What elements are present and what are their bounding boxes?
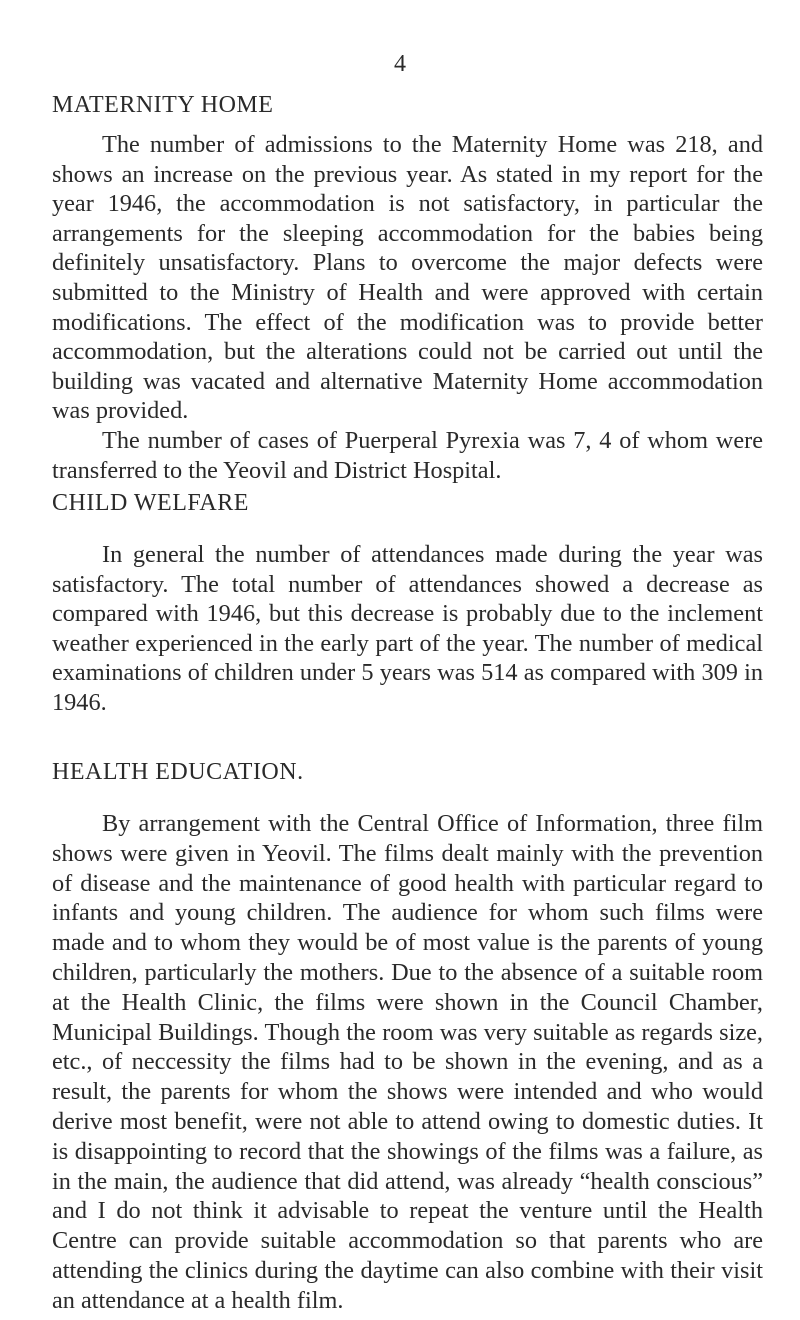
section-heading: HEALTH EDUCATION. [52,759,304,785]
paragraph: The number of admissions to the Maternity Home was 218, and shows an increase on the previous year. As stated in my report for the year 1946, the accommodation is not satisfactory, in particular the arrangements for the sleeping accommodation for the babies being definitely unsatisfactory. Plans to overcome the major defects were submitted to the Ministry of Health and were approved with certain modifications. The effect of the modification was to provide better accommodation, but the alterations could not be carried out until the building was vacated and alternative Maternity Home accommodation was provided. [52,131,763,425]
section-health-education [52,757,763,1316]
section-maternity-home [52,90,763,485]
paragraph: By arrangement with the Central Office of Information, three film shows were given in Yeovil. The films dealt mainly with the prevention of disease and the maintenance of good health with particular regard to infants and young children. The audience for whom such films were made and to whom they would be of most value is the parents of young children, particularly the mothers. Due to the absence of a suitable room at the Health Clinic, the films were shown in the Council Chamber, Municipal Buildings. Though the room was very suitable as regards size, etc., of neccessity the films had to be shown in the evening, and as a result, the parents for whom the shows were intended and who would derive most benefit, were not able to attend owing to domestic duties. It is disappointing to record that the showings of the films was a failure, as in the main, the audience that did attend, was already “health conscious” and I do not think it advisable to repeat the venture until the Health Centre can provide suitable accommodation so that parents who are attending the clinics during the daytime can also combine with their visit an attendance at a health film. [52,810,763,1314]
section-child-welfare [52,488,763,718]
paragraph: In general the number of attendances made during the year was satisfactory. The total number of attendances showed a decrease as compared with 1946, but this decrease is probably due to the inclement weather experienced in the early part of the year. The number of medical examinations of children under 5 years was 514 as compared with 309 in 1946. [52,541,763,716]
section-heading: MATERNITY HOME [52,92,274,118]
page-number: 4 [394,51,406,77]
section-heading: CHILD WELFARE [52,490,249,516]
paragraph: The number of cases of Puerperal Pyrexia was 7, 4 of whom were transferred to the Yeovil and District Hospital. [52,426,763,484]
